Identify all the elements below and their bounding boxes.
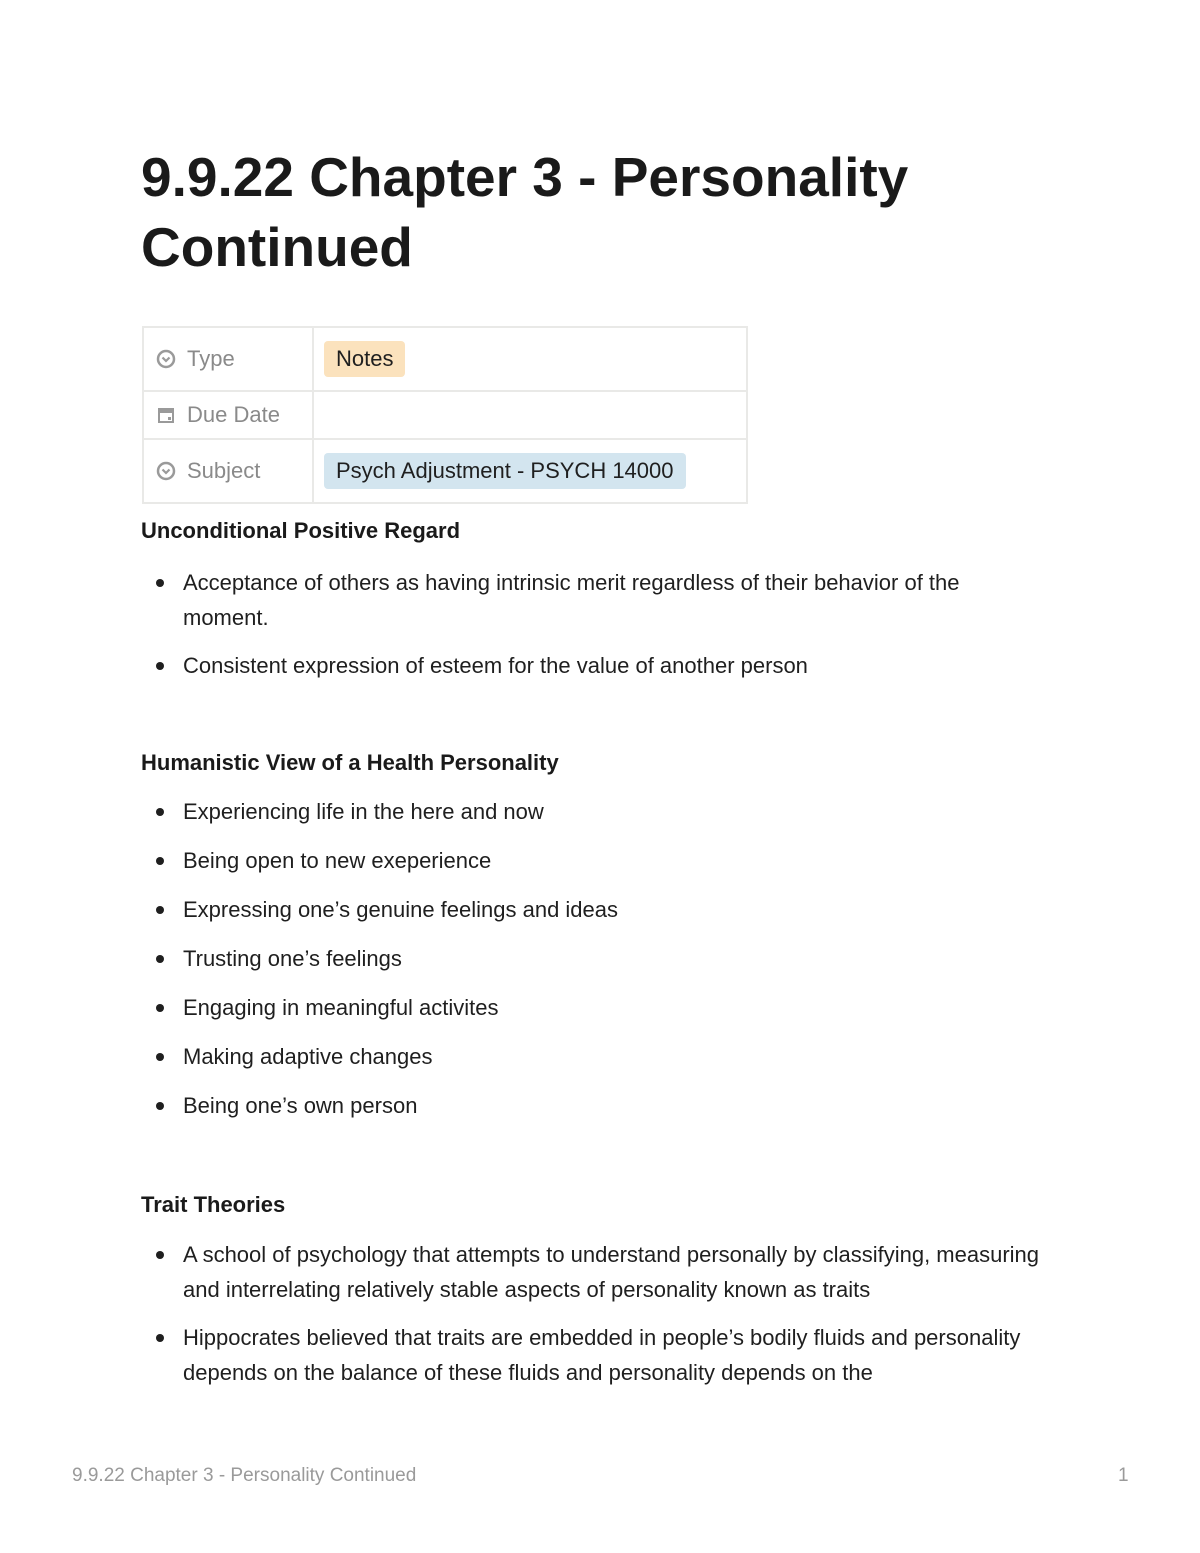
bullet-icon: [156, 579, 164, 587]
list-item: [141, 843, 1051, 878]
bullet-icon: [156, 955, 164, 963]
subject-tag: Psych Adjustment - PSYCH 14000: [324, 453, 686, 489]
bullet-icon: [156, 906, 164, 914]
bullet-icon: [156, 808, 164, 816]
bullet-icon: [156, 857, 164, 865]
list-item: [141, 941, 1051, 976]
list-item: [141, 648, 1051, 683]
property-key-cell: [143, 391, 313, 439]
bullet-icon: [156, 1334, 164, 1342]
due-date-value-cell[interactable]: [313, 391, 747, 439]
bullet-list: [141, 565, 1051, 683]
properties-table: [142, 326, 748, 504]
list-item-text: Consistent expression of esteem for the value of another person: [183, 653, 808, 678]
list-item: [141, 1088, 1051, 1123]
bullet-icon: [156, 662, 164, 670]
select-icon: [156, 461, 176, 481]
bullet-icon: [156, 1251, 164, 1259]
property-row-type: [143, 327, 747, 391]
property-key-label: Due Date: [187, 402, 280, 427]
property-row-due-date: [143, 391, 747, 439]
select-icon: [156, 349, 176, 369]
footer-title: 9.9.22 Chapter 3 - Personality Continued: [72, 1465, 417, 1486]
list-item-text: Being open to new exeperience: [183, 848, 492, 873]
property-value-cell[interactable]: [313, 327, 747, 391]
property-value-cell[interactable]: [313, 439, 747, 503]
list-item-text: Acceptance of others as having intrinsic merit regardless of their behavior of the moment.: [183, 570, 960, 630]
list-item: [141, 794, 1051, 829]
list-item-text: Engaging in meaningful activites: [183, 995, 499, 1020]
bullet-icon: [156, 1053, 164, 1061]
property-key-label: Type: [187, 346, 235, 371]
page-title: 9.9.22 Chapter 3 - Personality Continued: [141, 146, 909, 278]
list-item: [141, 1320, 1051, 1390]
list-item: [141, 1039, 1051, 1074]
list-item: [141, 892, 1051, 927]
list-item-text: Hippocrates believed that traits are embedded in people’s bodily fluids and personality depends on the balance of these fluids and personality depends on the: [183, 1325, 1021, 1385]
list-item-text: Being one’s own person: [183, 1093, 418, 1118]
calendar-icon: [156, 405, 176, 425]
list-item-text: Making adaptive changes: [183, 1044, 433, 1069]
property-key-cell: [143, 439, 313, 503]
list-item-text: Trusting one’s feelings: [183, 946, 402, 971]
property-row-subject: [143, 439, 747, 503]
property-key-label: Subject: [187, 458, 261, 483]
list-item-text: Expressing one’s genuine feelings and ideas: [183, 897, 619, 922]
type-tag: Notes: [324, 341, 405, 377]
property-key-cell: [143, 327, 313, 391]
section-heading-humanistic-view: Humanistic View of a Health Personality: [141, 750, 559, 775]
bullet-list: [141, 794, 1051, 1123]
bullet-icon: [156, 1102, 164, 1110]
section-heading-unconditional-positive-regard: Unconditional Positive Regard: [141, 518, 461, 543]
list-item: [141, 565, 1051, 635]
list-item-text: Experiencing life in the here and now: [183, 799, 544, 824]
page-number: 1: [1118, 1465, 1129, 1486]
list-item-text: A school of psychology that attempts to understand personally by classifying, measuring and interrelating relatively stable aspects of personality known as traits: [183, 1242, 1040, 1302]
bullet-list: [141, 1237, 1051, 1390]
section-heading-trait-theories: Trait Theories: [141, 1192, 286, 1217]
bullet-icon: [156, 1004, 164, 1012]
list-item: [141, 1237, 1051, 1307]
list-item: [141, 990, 1051, 1025]
